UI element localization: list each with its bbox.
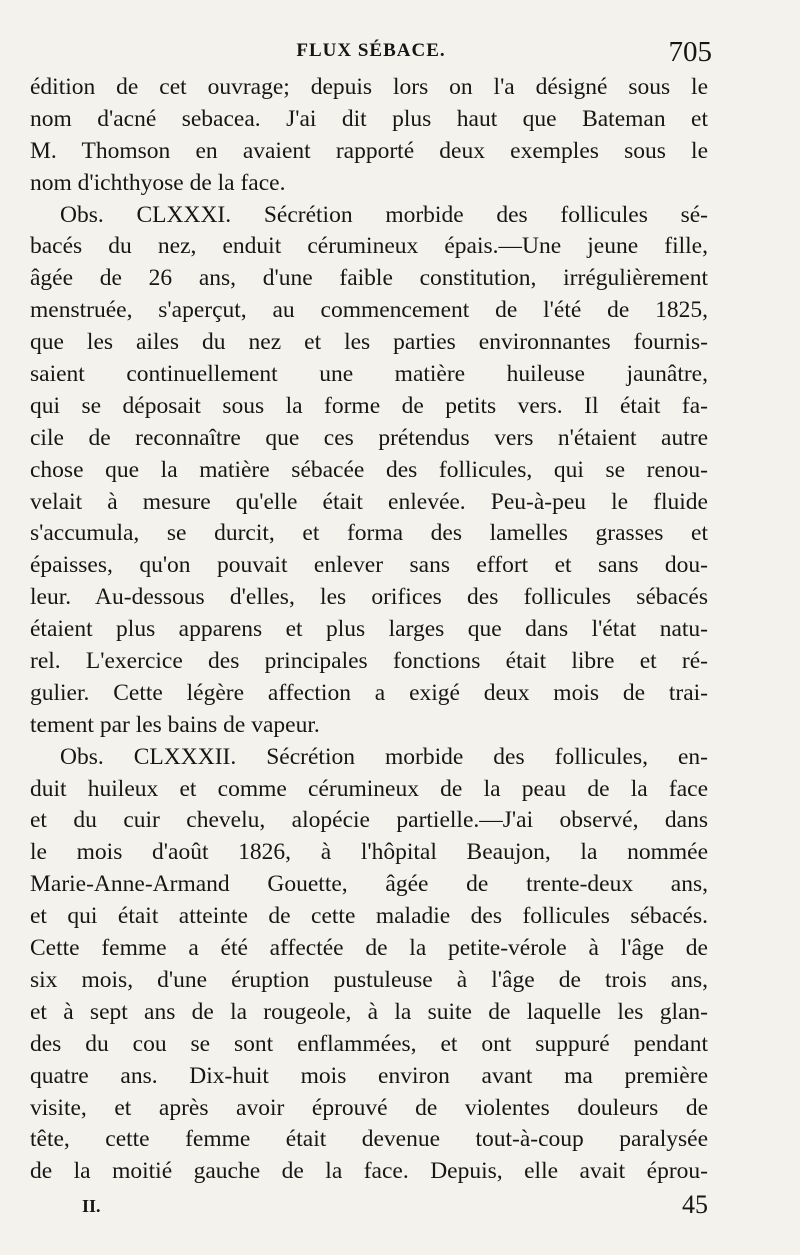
text-line: des du cou se sont enflammées, et ont suppuré pendant [30,1030,708,1057]
text-line: duit huileux et comme cérumineux de la peau de la face [30,775,708,802]
text-line: leur. Au-dessous d'elles, les orifices des follicules sébacés [30,584,708,611]
gathering-signature: 45 [682,1190,708,1219]
page-number: 705 [668,36,712,68]
text-line: nom d'acné sebacea. J'ai dit plus haut que Bateman et [30,105,708,132]
text-line: et du cuir chevelu, alopécie partielle.—J'ai observé, dans [30,807,708,834]
text-line: saient continuellement une matière huileuse jaunâtre, [30,361,708,388]
text-line: Cette femme a été affectée de la petite-vérole à l'âge de [30,935,708,962]
text-line: menstruée, s'aperçut, au commencement de l'été de 1825, [30,297,708,324]
text-line: chose que la matière sébacée des follicules, qui se renou- [30,456,708,483]
running-head: FLUX SÉBACE. [296,40,446,61]
text-line: M. Thomson en avaient rapporté deux exemples sous le [30,137,708,164]
text-line: le mois d'août 1826, à l'hôpital Beaujon, la nommée [30,839,708,866]
volume-signature: II. [82,1196,101,1216]
text-line: âgée de 26 ans, d'une faible constitution, irrégulièrement [30,265,708,292]
text-line: s'accumula, se durcit, et forma des lamelles grasses et [30,520,708,547]
page-header [30,36,712,70]
text-line: gulier. Cette légère affection a exigé deux mois de trai- [30,679,708,706]
text-line: nom d'ichthyose de la face. [30,169,286,196]
text-line: et qui était atteinte de cette maladie des follicules sébacés. [30,903,708,930]
text-line: tement par les bains de vapeur. [30,711,320,738]
text-line: rel. L'exercice des principales fonctions était libre et ré- [30,648,708,675]
text-line: velait à mesure qu'elle était enlevée. Peu-à-peu le fluide [30,488,708,515]
text-line: Obs. CLXXXII. Sécrétion morbide des follicules, en- [60,743,708,770]
text-line: six mois, d'une éruption pustuleuse à l'âge de trois ans, [30,966,708,993]
text-line: édition de cet ouvrage; depuis lors on l'a désigné sous le [30,74,708,100]
text-line: qui se déposait sous la forme de petits vers. Il était fa- [30,392,708,419]
text-line: quatre ans. Dix-huit mois environ avant ma première [30,1062,708,1089]
page-footer [82,1190,708,1226]
text-line: visite, et après avoir éprouvé de violentes douleurs de [30,1094,708,1121]
text-line: étaient plus apparens et plus larges que dans l'état natu- [30,616,708,643]
text-line: tête, cette femme était devenue tout-à-coup paralysée [30,1126,708,1153]
text-line: épaisses, qu'on pouvait enlever sans effort et sans dou- [30,552,708,579]
text-line: Obs. CLXXXI. Sécrétion morbide des follicules sé- [60,201,708,228]
text-line: et à sept ans de la rougeole, à la suite de laquelle les glan- [30,998,708,1025]
text-line: bacés du nez, enduit cérumineux épais.—Une jeune fille, [30,233,708,260]
body-text [30,72,708,1188]
text-line: de la moitié gauche de la face. Depuis, elle avait éprou- [30,1158,708,1185]
text-line: que les ailes du nez et les parties environnantes fournis- [30,329,708,356]
text-line: cile de reconnaître que ces prétendus vers n'étaient autre [30,424,708,451]
text-line: Marie-Anne-Armand Gouette, âgée de trente-deux ans, [30,871,708,898]
